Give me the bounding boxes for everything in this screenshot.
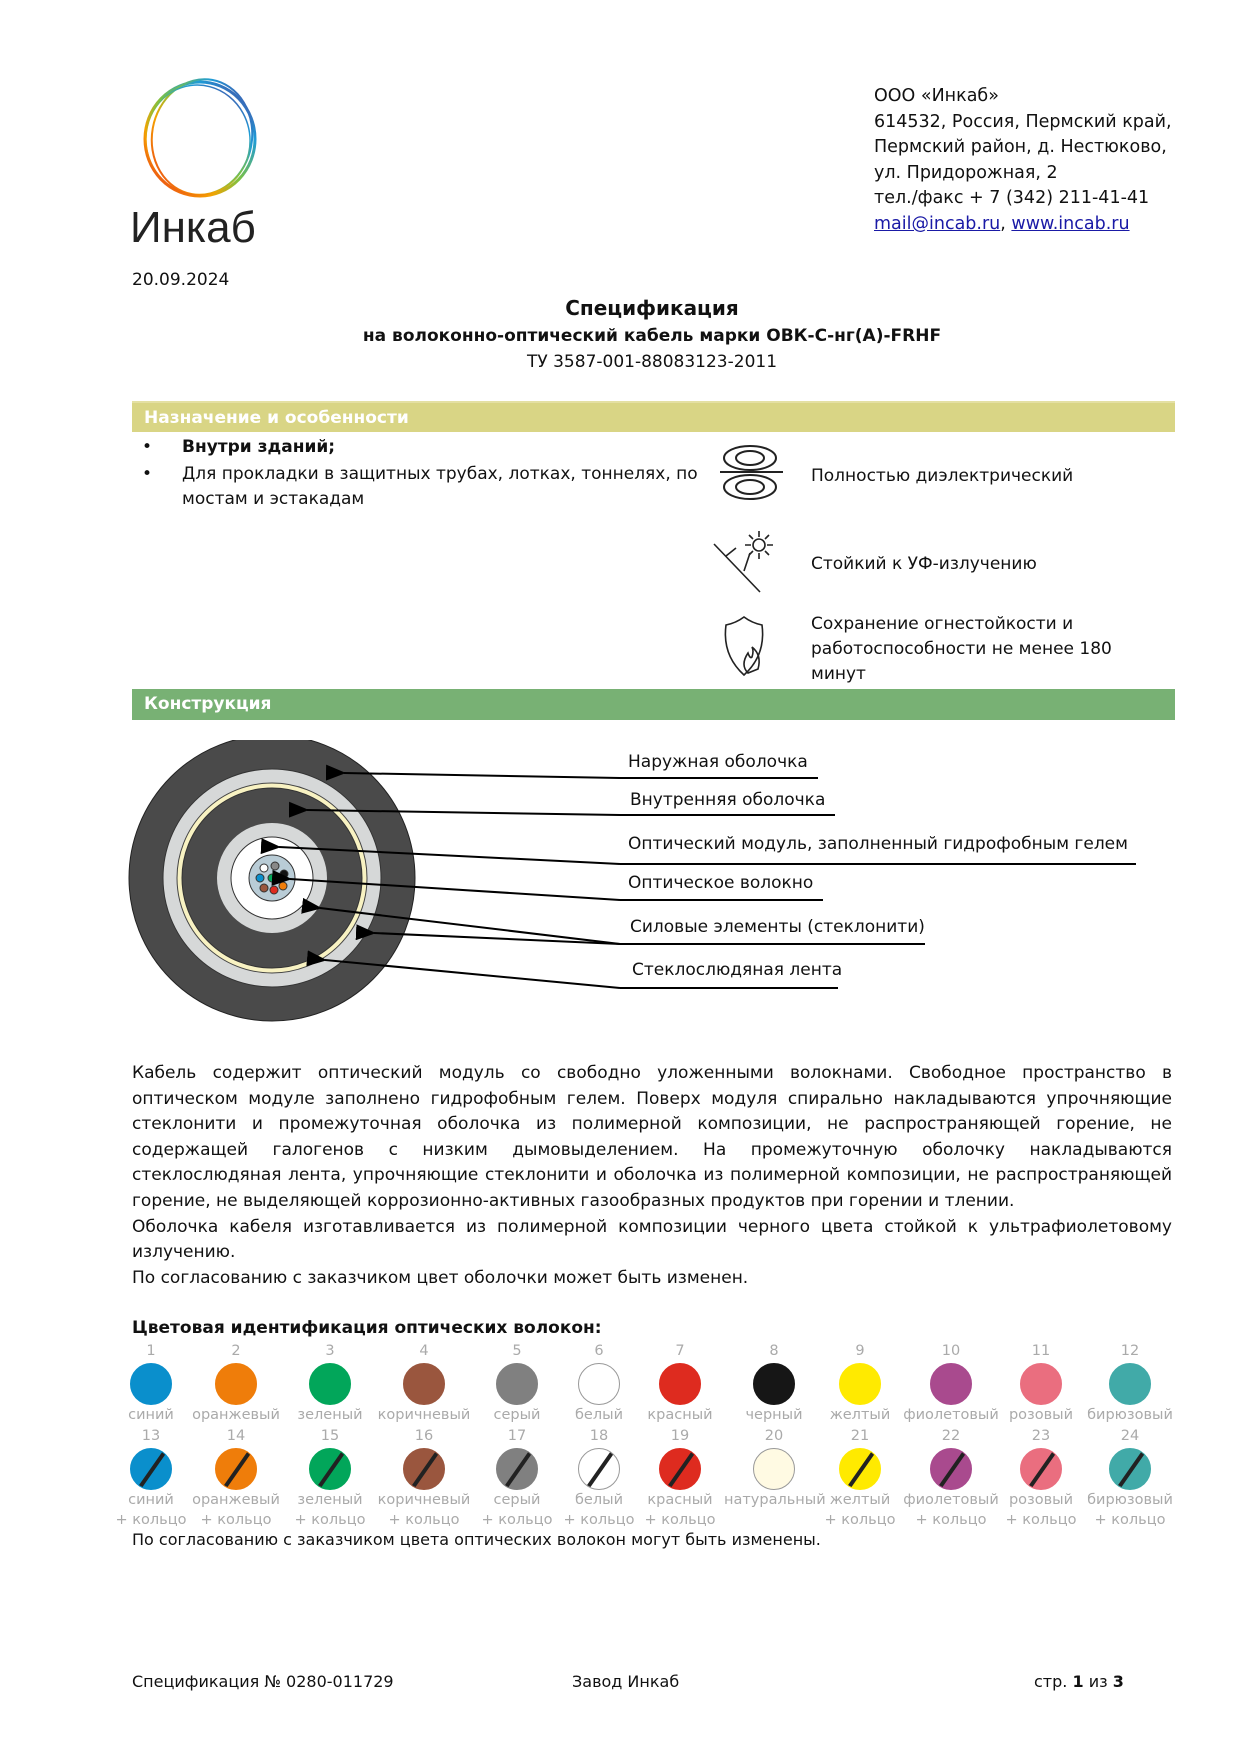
color-note: По согласованию с заказчиком цвета оптических волокон могут быть изменены. bbox=[132, 1530, 821, 1549]
fiber-color-name: зеленый bbox=[297, 1407, 363, 1423]
fiber-color-name: оранжевый bbox=[192, 1407, 280, 1423]
fiber-color-name: синий bbox=[128, 1492, 174, 1508]
email-link[interactable]: mail@incab.ru bbox=[874, 213, 1001, 234]
fiber-color-swatch bbox=[1109, 1448, 1151, 1490]
fiber-color-name: фиолетовый bbox=[903, 1407, 999, 1423]
fiber-ring-suffix: + кольцо bbox=[481, 1512, 553, 1528]
fiber-color-name: красный bbox=[647, 1407, 713, 1423]
fiber-color-swatch bbox=[1020, 1448, 1062, 1490]
fiber-color-name: красный bbox=[647, 1492, 713, 1508]
fiber-number: 13 bbox=[141, 1428, 161, 1444]
fiber-number: 22 bbox=[941, 1428, 961, 1444]
fiber-number: 1 bbox=[146, 1343, 156, 1359]
fiber-number: 17 bbox=[507, 1428, 527, 1444]
company-address: ООО «Инкаб» 614532, Россия, Пермский край, Пермский район, д. Нестюково, ул. Придорожная, 2 тел./факс + 7 (342) 211-41-41 mail@incab.ru, www.incab.ru bbox=[874, 86, 1172, 234]
cable-cross-section bbox=[0, 740, 1241, 1040]
fiber-number: 3 bbox=[325, 1343, 335, 1359]
fiber-color-name: серый bbox=[493, 1492, 541, 1508]
fiber-color-swatch bbox=[496, 1448, 538, 1490]
footer-plant: Завод Инкаб bbox=[572, 1672, 680, 1691]
fiber-number: 6 bbox=[594, 1343, 604, 1359]
fiber-number: 11 bbox=[1031, 1343, 1051, 1359]
fiber-color-swatch bbox=[1109, 1363, 1151, 1405]
fiber-color-name: коричневый bbox=[377, 1407, 471, 1423]
fiber-color-name: натуральный bbox=[724, 1492, 826, 1508]
fiber-color-name: желтый bbox=[829, 1492, 891, 1508]
fiber-number: 5 bbox=[512, 1343, 522, 1359]
feature-dielectric: Полностью диэлектрический bbox=[811, 466, 1074, 486]
website-link[interactable]: www.incab.ru bbox=[1011, 213, 1130, 234]
fiber-color-name: розовый bbox=[1008, 1492, 1074, 1508]
address-line: ООО «Инкаб» bbox=[874, 86, 999, 106]
label-optical-fiber: Оптическое волокно bbox=[628, 873, 814, 893]
fiber-color-swatch bbox=[215, 1363, 257, 1405]
fiber-number: 24 bbox=[1120, 1428, 1140, 1444]
fiber-color-swatch bbox=[659, 1448, 701, 1490]
fiber-color-name: белый bbox=[574, 1407, 623, 1423]
section-construction-header: Конструкция bbox=[132, 689, 1175, 720]
address-line: ул. Придорожная, 2 bbox=[874, 162, 1058, 183]
label-mica-tape: Стеклослюдяная лента bbox=[632, 960, 843, 980]
label-optical-module: Оптический модуль, заполненный гидрофобным гелем bbox=[628, 834, 1128, 854]
subtitle: на волоконно-оптический кабель марки ОВК-С-нг(А)-FRHF bbox=[362, 326, 942, 346]
fiber-color-swatch bbox=[839, 1448, 881, 1490]
tu-number: ТУ 3587-001-88083123-2011 bbox=[526, 352, 778, 372]
fiber-color-swatch bbox=[130, 1363, 172, 1405]
fiber-ring-suffix: + кольцо bbox=[115, 1512, 187, 1528]
fiber-color-swatch bbox=[839, 1363, 881, 1405]
date: 20.09.2024 bbox=[132, 270, 230, 290]
fire-shield-icon bbox=[718, 615, 773, 685]
fiber-number: 15 bbox=[320, 1428, 340, 1444]
fiber-color-swatch bbox=[578, 1448, 620, 1490]
fiber-ring-suffix: + кольцо bbox=[824, 1512, 896, 1528]
fiber-color-swatch bbox=[309, 1448, 351, 1490]
feature-uv: Стойкий к УФ-излучению bbox=[811, 554, 1037, 574]
fiber-number: 14 bbox=[226, 1428, 246, 1444]
fiber-color-swatch bbox=[403, 1363, 445, 1405]
fiber-number: 19 bbox=[670, 1428, 690, 1444]
fiber-color-swatch bbox=[753, 1363, 795, 1405]
fiber-number: 16 bbox=[414, 1428, 434, 1444]
fiber-number: 10 bbox=[941, 1343, 961, 1359]
page-title: Спецификация bbox=[565, 296, 739, 320]
label-inner-sheath: Внутренняя оболочка bbox=[630, 790, 826, 810]
fiber-ring-suffix: + кольцо bbox=[388, 1512, 460, 1528]
fiber-color-swatch bbox=[403, 1448, 445, 1490]
fiber-ring-suffix: + кольцо bbox=[1094, 1512, 1166, 1528]
fiber-ring-suffix: + кольцо bbox=[644, 1512, 716, 1528]
fiber-number: 9 bbox=[855, 1343, 865, 1359]
fiber-color-name: желтый bbox=[829, 1407, 891, 1423]
footer-spec-number: Спецификация № 0280-011729 bbox=[132, 1672, 394, 1691]
fiber-color-name: бирюзовый bbox=[1087, 1407, 1173, 1423]
address-line: 614532, Россия, Пермский край, bbox=[874, 111, 1172, 132]
svg-text:Инкаб: Инкаб bbox=[130, 203, 256, 249]
fiber-color-swatch bbox=[753, 1448, 795, 1490]
fiber-number: 18 bbox=[589, 1428, 609, 1444]
fiber-number: 21 bbox=[850, 1428, 870, 1444]
fiber-color-name: фиолетовый bbox=[903, 1492, 999, 1508]
incab-logo bbox=[128, 74, 278, 249]
label-strength-members: Силовые элементы (стеклонити) bbox=[630, 917, 925, 937]
fiber-color-name: синий bbox=[128, 1407, 174, 1423]
fiber-color-swatch bbox=[215, 1448, 257, 1490]
fiber-ring-suffix: + кольцо bbox=[563, 1512, 635, 1528]
address-line: Пермский район, д. Нестюково, bbox=[874, 137, 1167, 158]
fiber-color-swatch bbox=[930, 1363, 972, 1405]
section-purpose-header: Назначение и особенности bbox=[132, 401, 1175, 432]
feature-fire: Сохранение огнестойкости и работоспособности не менее 180 минут bbox=[811, 614, 1112, 684]
fiber-color-name: белый bbox=[574, 1492, 623, 1508]
fiber-number: 20 bbox=[764, 1428, 784, 1444]
fiber-number: 8 bbox=[769, 1343, 779, 1359]
fiber-color-name: черный bbox=[745, 1407, 803, 1423]
fiber-color-name: оранжевый bbox=[192, 1492, 280, 1508]
fiber-ring-suffix: + кольцо bbox=[200, 1512, 272, 1528]
fiber-color-swatch bbox=[496, 1363, 538, 1405]
fiber-number: 7 bbox=[675, 1343, 685, 1359]
fiber-color-swatch bbox=[578, 1363, 620, 1405]
phone: тел./факс + 7 (342) 211-41-41 bbox=[874, 188, 1150, 209]
fiber-number: 4 bbox=[419, 1343, 429, 1359]
fiber-number: 12 bbox=[1120, 1343, 1140, 1359]
fiber-color-name: розовый bbox=[1008, 1407, 1074, 1423]
fiber-color-swatch bbox=[659, 1363, 701, 1405]
fiber-color-name: серый bbox=[493, 1407, 541, 1423]
footer-page: стр. 1 из 3 bbox=[1034, 1672, 1124, 1691]
fiber-color-swatch bbox=[1020, 1363, 1062, 1405]
fiber-number: 2 bbox=[231, 1343, 241, 1359]
fiber-color-swatch bbox=[309, 1363, 351, 1405]
fiber-color-swatch bbox=[130, 1448, 172, 1490]
fiber-ring-suffix: + кольцо bbox=[915, 1512, 987, 1528]
label-outer-sheath: Наружная оболочка bbox=[628, 752, 808, 772]
fiber-color-name: бирюзовый bbox=[1087, 1492, 1173, 1508]
fiber-ring-suffix: + кольцо bbox=[1005, 1512, 1077, 1528]
fiber-number: 23 bbox=[1031, 1428, 1051, 1444]
fiber-color-name: зеленый bbox=[297, 1492, 363, 1508]
description: Кабель содержит оптический модуль со свободно уложенными волокнами. Свободное пространство в оптическом модуле заполнено гидрофобным гелем. Поверх модуля спирально накладываются упрочняющие стеклонити и промежуточная оболочка из полимерной композиции, не распространяющей горение, не содержащей галогенов с низким дымовыделением. На промежуточную оболочку накладываются стеклослюдяная лента, упрочняющие стеклонити и оболочка из полимерной композиции, не распространяющей горение, не выделяющей коррозионно-активных газообразных продуктов при горении и тлении. Оболочка кабеля изготавливается из полимерной композиции черного цвета стойкой к ультрафиолетовому излучению. По согласованию с заказчиком цвет оболочки может быть изменен. bbox=[132, 1063, 1172, 1288]
fiber-color-name: коричневый bbox=[377, 1492, 471, 1508]
fiber-ring-suffix: + кольцо bbox=[294, 1512, 366, 1528]
uv-icon bbox=[712, 528, 784, 598]
fiber-color-swatch bbox=[930, 1448, 972, 1490]
color-id-title: Цветовая идентификация оптических волокон: bbox=[132, 1318, 602, 1338]
dielectric-icon bbox=[715, 440, 785, 510]
